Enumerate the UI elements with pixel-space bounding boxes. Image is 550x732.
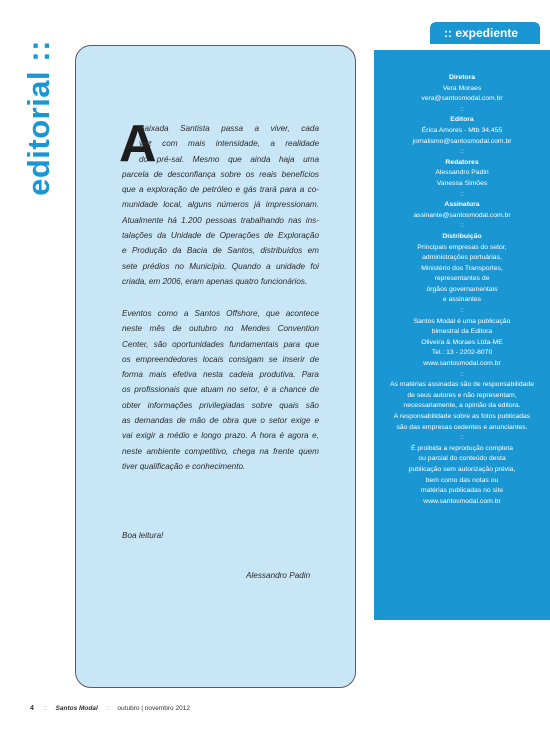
credit-separator: :: [460, 148, 464, 156]
credit-role: Assinatura [444, 201, 480, 209]
credit-role: Editora [450, 116, 474, 124]
credit-line: bimestral da Editora [431, 328, 493, 336]
credit-line: Érica Amores - Mtb 34.455 [421, 126, 503, 134]
text-line: parcela de desconfiança sobre os reais benefícios [122, 169, 319, 179]
text-line: vez com mais intensidade, a realidade [139, 139, 319, 149]
credit-line: Vera Moraes [442, 84, 482, 92]
text-line: os empreendedores locais consigam se inserir de [122, 354, 319, 364]
credit-line: necessariamente, a opinião da editora. [403, 402, 521, 410]
text-line: as demandas de mão de obra que o setor exige e [122, 416, 319, 426]
credit-line: www.santosmodal.com.br [423, 497, 501, 505]
author-signature: Alessandro Padin [246, 571, 311, 580]
credit-line: É proibida a reprodução completa [410, 444, 514, 452]
credit-line: Tel.: 13 - 2202-8070 [431, 349, 493, 357]
credit-line: Oliveira & Moraes Ltda-ME [421, 338, 503, 346]
credit-line: vera@santosmodal.com.br [421, 95, 503, 103]
credit-line: bem como das notas ou [425, 476, 499, 484]
credit-line: A responsabilidade sobre as fotos publicadas [393, 413, 531, 420]
credit-line: publicação sem autorização prévia, [408, 465, 516, 473]
credit-line: jornalismo@santosmodal.com.br [412, 137, 512, 145]
text-line: talações da Unidade de Operações de Exploração [122, 231, 319, 241]
editorial-paragraph-2 [122, 306, 319, 474]
credit-line: As matérias assinadas são de responsabilidade [390, 381, 534, 389]
credit-role: Diretora [448, 74, 476, 81]
credit-separator: :: [460, 190, 464, 198]
issue-date: outubro | novembro 2012 [117, 705, 190, 712]
credit-line: www.santosmodal.com.br [423, 360, 501, 368]
credit-separator: :: [460, 222, 464, 230]
text-line: Baixada Santista passa a viver, cada [139, 124, 319, 133]
credit-line: Vanessa Simões [436, 179, 488, 187]
text-line: neste ambiente competitivo, chega na frente quem [122, 446, 319, 456]
credit-line: Ministério dos Transportes, [421, 264, 503, 272]
closing-line: Boa leitura! [122, 531, 164, 540]
expediente-tab: :: expediente [430, 22, 540, 44]
text-line: que a exploração de petróleo e gás trará para a co- [122, 185, 319, 195]
text-line: tiver qualificação e conhecimento. [122, 461, 246, 471]
credit-line: assinante@santosmodal.com.br [413, 211, 511, 219]
credit-line: órgãos governamentais [426, 285, 498, 293]
page-number: 4 [30, 705, 34, 712]
credit-separator: :: [460, 370, 464, 378]
credit-line: de seus autores e não representam, [407, 391, 517, 399]
credit-separator: :: [460, 105, 464, 113]
text-line: Atualmente há 1.200 pessoas trabalhando nas ins- [122, 215, 319, 225]
text-line: do pré-sal. Mesmo que ainda haja uma [139, 154, 319, 164]
footer-separator: :: [43, 705, 48, 712]
footer-separator: :: [105, 705, 110, 712]
credit-line: Santos Modal é uma publicação [413, 317, 511, 325]
text-line: neste mês de outubro no Mendes Convention [122, 324, 319, 334]
credit-separator: :: [460, 434, 464, 442]
credit-line: ou parcial do conteúdo desta [418, 455, 506, 463]
magazine-name: Santos Modal [55, 705, 98, 712]
text-line: sete prédios no Município. Quando a unidade foi [122, 261, 319, 271]
text-line: criada, em 2006, eram apenas quatro funcionários. [122, 276, 308, 286]
text-line: munidade local, alguns números já impressionam. [122, 200, 319, 210]
section-title-text: editorial :: [21, 40, 56, 196]
credit-line: e assinantes [442, 296, 482, 304]
section-title [22, 18, 56, 218]
credit-line: são das empresas cedentes e anunciantes. [396, 423, 528, 431]
text-line: e Produção da Bacia de Santos, distribuídos em [122, 246, 319, 256]
drop-cap: A [119, 115, 157, 173]
credits-list [374, 73, 550, 507]
text-line: Eventos como a Santos Offshore, que acontece [122, 309, 319, 318]
text-line: Center, são oportunidades fundamentais para que [122, 339, 319, 349]
text-line: obter informações privilegiadas sobre quais são [122, 400, 319, 410]
credit-line: Principais empresas do setor, [417, 243, 507, 251]
text-line: os profissionais que atuam no setor, é a chance de [122, 385, 319, 395]
page-footer [30, 705, 190, 717]
credit-separator: :: [460, 307, 464, 315]
credit-role: Redatores [445, 158, 479, 166]
credit-line: Alessandro Padin [435, 169, 489, 177]
text-line: forma mais efetiva nesta cadeia produtiva. Para [122, 370, 319, 380]
credit-line: representantes de [434, 275, 490, 283]
editorial-paragraph-1 [122, 121, 319, 289]
credit-line: administrações portuárias, [422, 254, 502, 262]
credit-line: matérias publicadas no site [420, 487, 504, 495]
text-line: vai exigir a médio e longo prazo. A hora é agora e, [122, 431, 319, 441]
credit-role: Distribuição [442, 232, 482, 240]
